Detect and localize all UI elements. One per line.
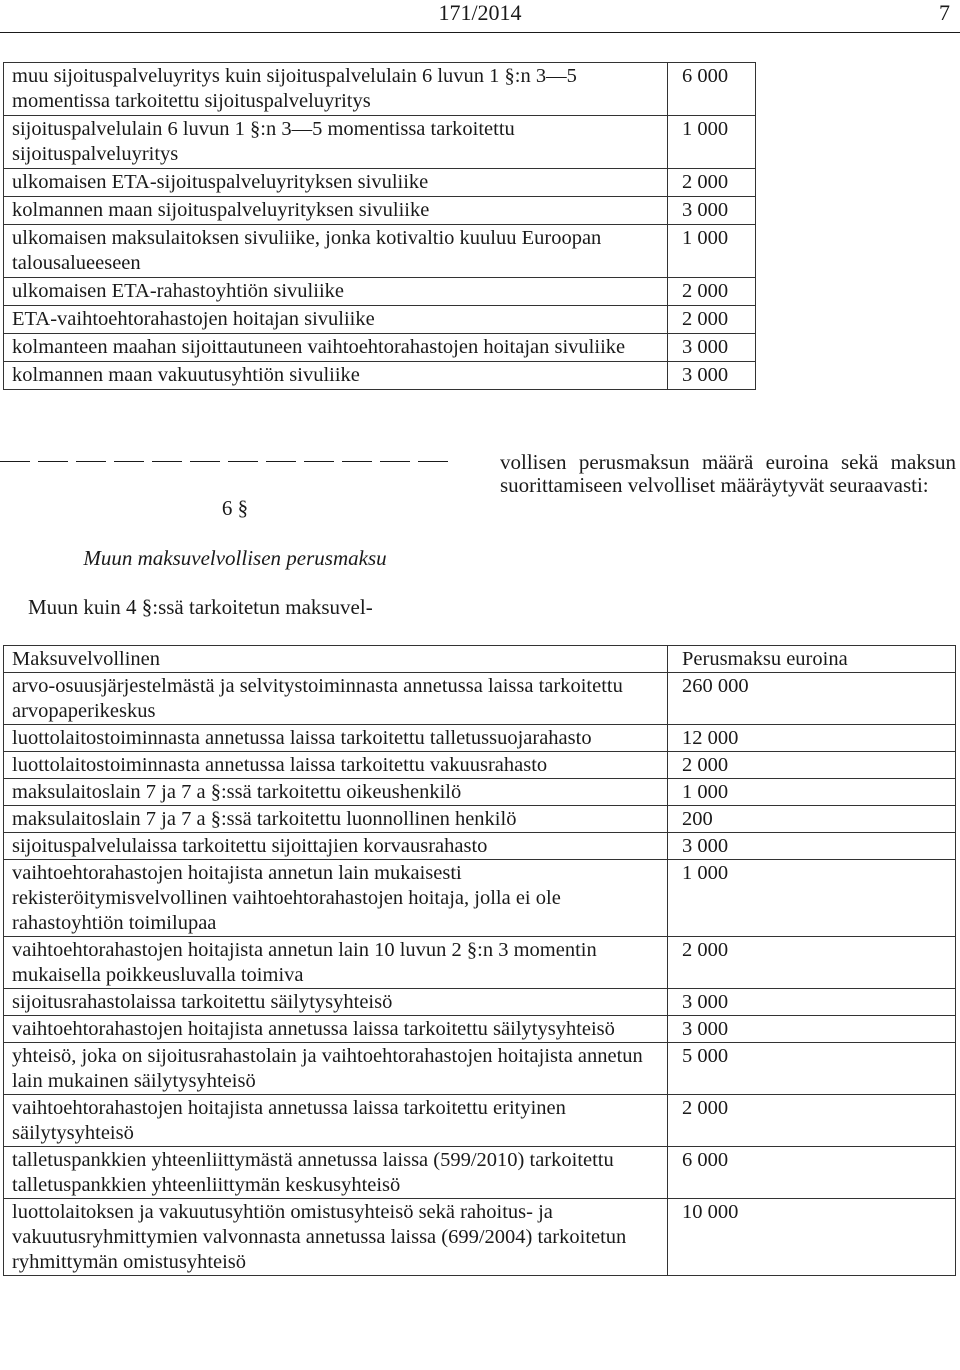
table-row [4,116,756,169]
table-row [4,362,756,390]
row-amount: 10 000 [668,1199,956,1276]
table-row [4,225,756,278]
row-amount: 1 000 [668,860,956,937]
table-row [4,806,956,833]
row-description: vaihtoehtorahastojen hoitajista annetun lain mukaisesti rekisteröitymisvelvollinen vaihtoehtorahastojen hoitaja, jolla ei ole rahastoyhtiön toimilupaa [4,860,668,937]
table-row [4,673,956,725]
column-header-amount: Perusmaksu euroina [668,646,956,673]
body-text-left: Muun kuin 4 §:ssä tarkoitetun maksuvel- [28,595,373,619]
row-description: kolmannen maan vakuutusyhtiön sivuliike [4,362,668,390]
row-amount: 6 000 [668,1147,956,1199]
table-row [4,989,956,1016]
row-amount: 12 000 [668,725,956,752]
row-amount: 2 000 [668,1095,956,1147]
row-description: sijoitusrahastolaissa tarkoitettu säilytysyhteisö [4,989,668,1016]
section-divider [0,446,470,466]
row-description: luottolaitostoiminnasta annetussa laissa tarkoitettu vakuusrahasto [4,752,668,779]
row-amount: 2 000 [668,937,956,989]
row-description: vaihtoehtorahastojen hoitajista annetussa laissa tarkoitettu erityinen säilytysyhteisö [4,1095,668,1147]
table-row [4,197,756,225]
section-title: Muun maksuvelvollisen perusmaksu [83,546,387,570]
row-amount: 2 000 [668,169,756,197]
basic-fee-table [3,645,956,1276]
row-description: maksulaitoslain 7 ja 7 a §:ssä tarkoitettu luonnollinen henkilö [4,806,668,833]
row-amount: 3 000 [668,1016,956,1043]
row-amount: 6 000 [668,63,756,116]
row-description: arvo-osuusjärjestelmästä ja selvitystoiminnasta annetussa laissa tarkoitettu arvopaperikeskus [4,673,668,725]
row-description: ulkomaisen ETA-sijoituspalveluyrityksen sivuliike [4,169,668,197]
row-description: luottolaitoksen ja vakuutusyhtiön omistusyhteisö sekä rahoitus- ja vakuutusryhmittymien valvonnasta annetussa laissa (699/2004) tarkoitetun ryhmittymän omistusyhteisö [4,1199,668,1276]
table-row [4,306,756,334]
table-row [4,63,756,116]
row-amount: 2 000 [668,306,756,334]
page-header [0,0,960,30]
table-row [4,1043,956,1095]
table-row [4,833,956,860]
row-description: ulkomaisen maksulaitoksen sivuliike, jonka kotivaltio kuuluu Euroopan talousalueeseen [4,225,668,278]
row-amount: 1 000 [668,779,956,806]
table-row [4,937,956,989]
row-amount: 200 [668,806,956,833]
table-row [4,334,756,362]
table-header-row [4,646,956,673]
table-row [4,169,756,197]
row-amount: 3 000 [668,989,956,1016]
branch-fee-table [3,62,756,390]
row-amount: 1 000 [668,116,756,169]
table-row [4,1147,956,1199]
table-row [4,1016,956,1043]
row-amount: 260 000 [668,673,956,725]
row-amount: 2 000 [668,752,956,779]
row-description: kolmannen maan sijoituspalveluyrityksen sivuliike [4,197,668,225]
row-description: yhteisö, joka on sijoitusrahastolain ja vaihtoehtorahastojen hoitajista annetun lain mukainen säilytysyhteisö [4,1043,668,1095]
table-row [4,860,956,937]
table-row [4,725,956,752]
body-text-right: vollisen perusmaksun määrä euroina sekä maksun suorittamiseen velvolliset määräytyvät seuraavasti: [500,450,956,497]
row-description: maksulaitoslain 7 ja 7 a §:ssä tarkoitettu oikeushenkilö [4,779,668,806]
row-description: vaihtoehtorahastojen hoitajista annetussa laissa tarkoitettu säilytysyhteisö [4,1016,668,1043]
row-amount: 3 000 [668,334,756,362]
table-row [4,1199,956,1276]
row-amount: 3 000 [668,833,956,860]
table-row [4,752,956,779]
document-number: 171/2014 [438,0,522,25]
row-description: ETA-vaihtoehtorahastojen hoitajan sivuliike [4,306,668,334]
column-header-payer: Maksuvelvollinen [4,646,668,673]
table-row [4,779,956,806]
row-description: sijoituspalvelulaissa tarkoitettu sijoittajien korvausrahasto [4,833,668,860]
row-amount: 1 000 [668,225,756,278]
row-amount: 2 000 [668,278,756,306]
row-amount: 3 000 [668,362,756,390]
page-number: 7 [939,0,950,25]
row-description: talletuspankkien yhteenliittymästä annetussa laissa (599/2010) tarkoitettu talletuspankkien yhteenliittymän keskusyhteisö [4,1147,668,1199]
section-number: 6 § [221,496,249,520]
row-amount: 5 000 [668,1043,956,1095]
basic-fee-table-body [4,673,956,1276]
branch-fee-table-body [4,63,756,390]
row-description: muu sijoituspalveluyritys kuin sijoituspalvelulain 6 luvun 1 §:n 3—5 momentissa tarkoitettu sijoituspalveluyritys [4,63,668,116]
row-amount: 3 000 [668,197,756,225]
row-description: luottolaitostoiminnasta annetussa laissa tarkoitettu talletussuojarahasto [4,725,668,752]
row-description: vaihtoehtorahastojen hoitajista annetun lain 10 luvun 2 §:n 3 momentin mukaisella poikkeusluvalla toimiva [4,937,668,989]
table-row [4,1095,956,1147]
table-row [4,278,756,306]
row-description: sijoituspalvelulain 6 luvun 1 §:n 3—5 momentissa tarkoitettu sijoituspalveluyritys [4,116,668,169]
row-description: ulkomaisen ETA-rahastoyhtiön sivuliike [4,278,668,306]
row-description: kolmanteen maahan sijoittautuneen vaihtoehtorahastojen hoitajan sivuliike [4,334,668,362]
header-rule [0,32,960,33]
